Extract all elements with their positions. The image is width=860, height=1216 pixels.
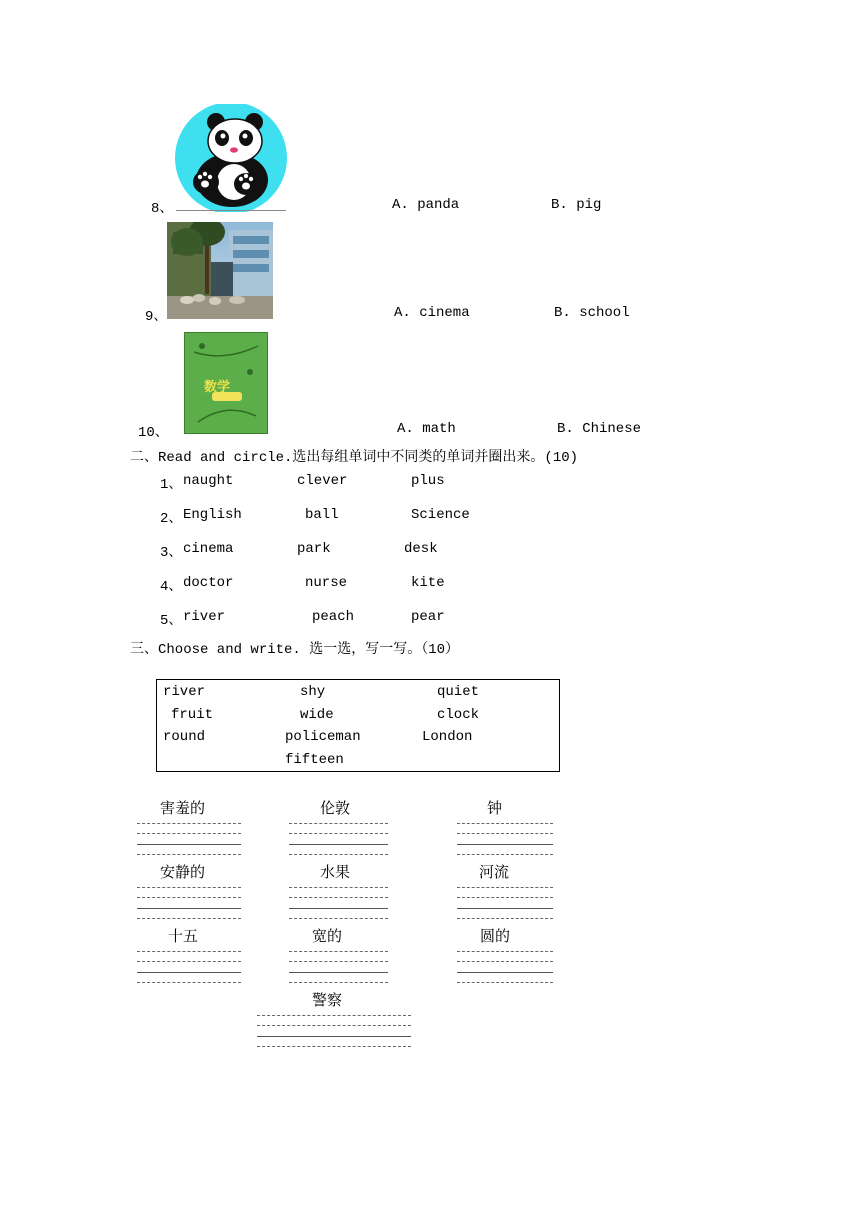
- option-a: A. panda: [392, 197, 460, 213]
- option-b: B. Chinese: [557, 421, 642, 437]
- word: river: [183, 609, 226, 625]
- panda-icon: [174, 104, 288, 212]
- word: nurse: [305, 575, 348, 591]
- prompt-label: 钟: [487, 799, 503, 817]
- prompt-label: 伦敦: [320, 799, 351, 817]
- section-heading: 三、Choose and write. 选一选，写一写。（10）: [130, 642, 460, 658]
- bank-word: shy: [300, 684, 326, 700]
- prompt-label: 害羞的: [160, 799, 206, 817]
- word: cinema: [183, 541, 234, 557]
- word: English: [183, 507, 242, 523]
- bank-word: quiet: [437, 684, 480, 700]
- word: park: [297, 541, 331, 557]
- option-a: A. cinema: [394, 305, 470, 321]
- prompt-label: 圆的: [480, 927, 511, 945]
- writing-lines[interactable]: [137, 951, 241, 985]
- option-b: B. pig: [551, 197, 602, 213]
- answer-underline: [176, 210, 286, 211]
- writing-lines[interactable]: [137, 823, 241, 857]
- word: clever: [297, 473, 348, 489]
- prompt-label: 水果: [320, 863, 351, 881]
- word: desk: [404, 541, 438, 557]
- bank-word: fruit: [171, 707, 214, 723]
- writing-lines[interactable]: [289, 951, 388, 985]
- panda-image: [174, 104, 288, 212]
- bank-word: fifteen: [285, 752, 344, 768]
- prompt-label: 警察: [312, 991, 343, 1009]
- bank-word: wide: [300, 707, 334, 723]
- item-number: 8、: [151, 201, 174, 217]
- writing-lines[interactable]: [289, 887, 388, 921]
- section-heading: 二、Read and circle.选出每组单词中不同类的单词并圈出来。(10): [130, 450, 579, 466]
- bank-word: policeman: [285, 729, 361, 745]
- book-title: 数学: [204, 380, 231, 395]
- word: plus: [411, 473, 445, 489]
- row-number: 3、: [160, 545, 183, 561]
- word: ball: [305, 507, 339, 523]
- option-a: A. math: [397, 421, 456, 437]
- row-number: 1、: [160, 477, 183, 493]
- writing-lines[interactable]: [457, 951, 553, 985]
- word: pear: [411, 609, 445, 625]
- word-bank-box: [156, 679, 560, 772]
- prompt-label: 十五: [168, 927, 199, 945]
- writing-lines[interactable]: [137, 887, 241, 921]
- bank-word: London: [422, 729, 473, 745]
- school-image: [167, 222, 273, 319]
- option-b: B. school: [554, 305, 630, 321]
- bank-word: river: [163, 684, 206, 700]
- row-number: 5、: [160, 613, 183, 629]
- writing-lines[interactable]: [457, 823, 553, 857]
- school-yard-photo: [167, 222, 273, 319]
- math-book-image: [184, 332, 268, 434]
- prompt-label: 河流: [479, 863, 510, 881]
- bank-word: clock: [437, 707, 480, 723]
- word: peach: [312, 609, 355, 625]
- writing-lines[interactable]: [289, 823, 388, 857]
- word: doctor: [183, 575, 234, 591]
- writing-lines[interactable]: [457, 887, 553, 921]
- bank-word: round: [163, 729, 206, 745]
- prompt-label: 安静的: [160, 863, 206, 881]
- word: Science: [411, 507, 470, 523]
- writing-lines[interactable]: [257, 1015, 411, 1049]
- prompt-label: 宽的: [312, 927, 343, 945]
- word: kite: [411, 575, 445, 591]
- row-number: 2、: [160, 511, 183, 527]
- item-number: 10、: [138, 425, 169, 441]
- item-number: 9、: [145, 309, 168, 325]
- row-number: 4、: [160, 579, 183, 595]
- word: naught: [183, 473, 234, 489]
